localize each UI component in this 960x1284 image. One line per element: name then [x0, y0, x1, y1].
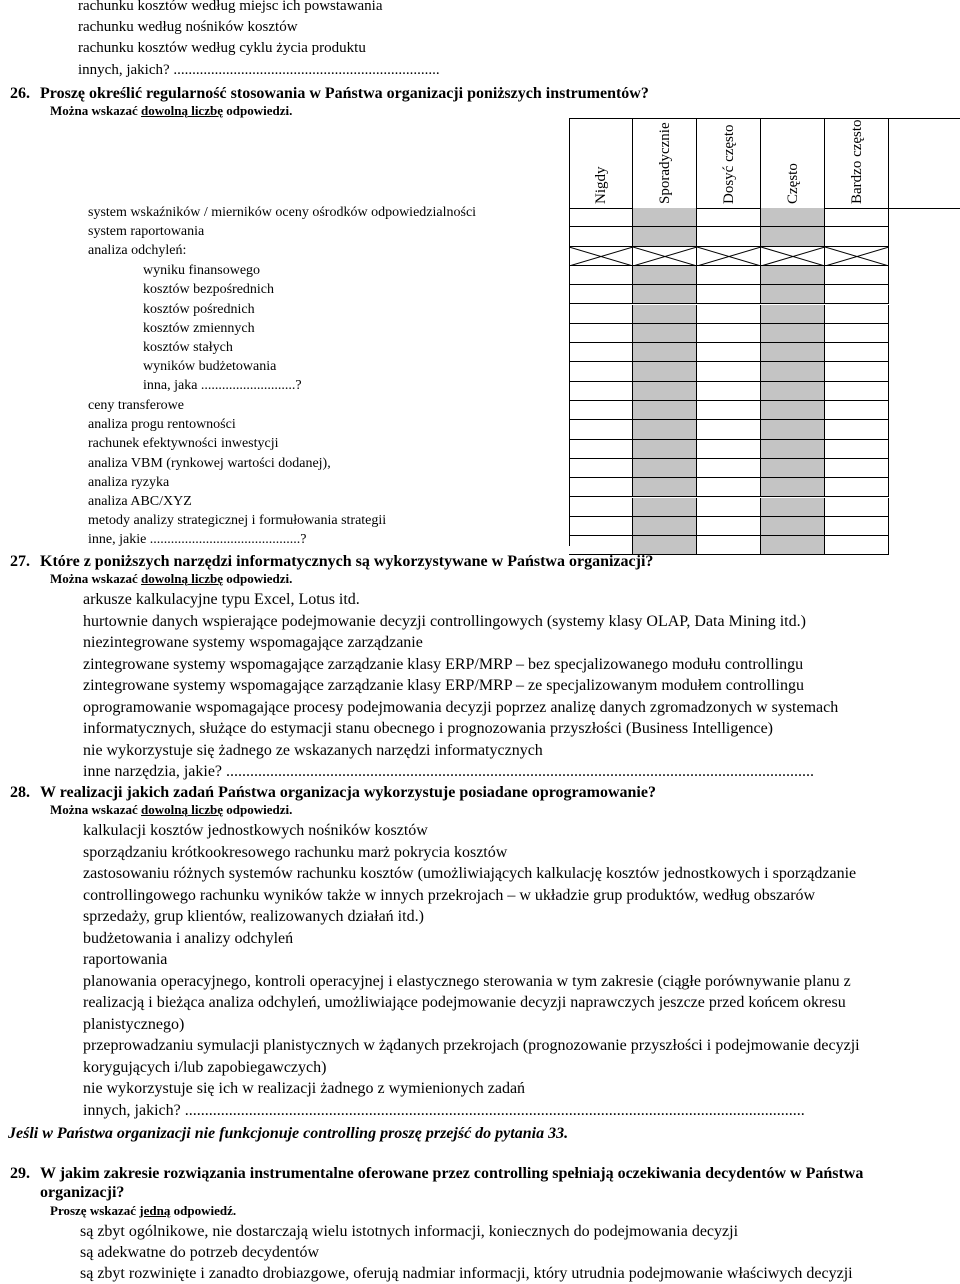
row-label: metody analizy strategicznej i formułowania strategii — [88, 513, 387, 528]
row-label: kosztów zmiennych — [143, 321, 255, 336]
row-label: system wskaźników / mierników oceny ośrodków odpowiedzialności — [88, 205, 477, 220]
rating-cell[interactable] — [633, 440, 697, 459]
row-label: system raportowania — [88, 224, 205, 239]
row-label: analiza ABC/XYZ — [88, 494, 192, 509]
question-number: 26. — [10, 85, 30, 102]
question-text: W jakim zakresie rozwiązania instrumentalne oferowane przez controlling spełniają oczekiwania decydentów w Państwa — [40, 1165, 864, 1182]
rating-cell[interactable] — [825, 459, 889, 478]
rating-cell[interactable] — [761, 517, 825, 536]
question-text: Które z poniższych narzędzi informatycznych są wykorzystywane w Państwa organizacji? — [40, 553, 654, 570]
rating-cell[interactable] — [569, 478, 633, 497]
rating-cell[interactable] — [825, 536, 889, 555]
rating-cell[interactable] — [569, 362, 633, 381]
rating-cell[interactable] — [633, 305, 697, 324]
answer-hint: Można wskazać dowolną liczbę odpowiedzi. — [50, 103, 293, 118]
option[interactable]: arkusze kalkulacyjne typu Excel, Lotus itd. — [83, 591, 360, 608]
list-item[interactable]: innych, jakich? ....................................................................... — [78, 62, 440, 78]
option[interactable]: zintegrowane systemy wspomagające zarządzanie klasy ERP/MRP – bez specjalizowanego modułu controllingu — [83, 656, 804, 673]
rating-cell — [761, 247, 825, 266]
rating-cell[interactable] — [697, 208, 761, 227]
rating-cell[interactable] — [569, 266, 633, 285]
option[interactable]: niezintegrowane systemy wspomagające zarządzanie — [83, 634, 423, 651]
option[interactable]: są zbyt rozwinięte i zanadto drobiazgowe, oferują nadmiar informacji, który utrudnia podejmowanie właściwych decyzji — [80, 1265, 853, 1282]
question-text: Proszę określić regularność stosowania w Państwa organizacji poniższych instrumentów? — [40, 85, 649, 102]
option[interactable]: nie wykorzystuje się ich w realizacji żadnego z wymienionych zadań — [83, 1080, 526, 1097]
question-text: W realizacji jakich zadań Państwa organizacja wykorzystuje posiadane oprogramowanie? — [40, 784, 656, 801]
rating-cell[interactable] — [825, 517, 889, 536]
rating-cell[interactable] — [761, 343, 825, 362]
rating-cell[interactable] — [697, 478, 761, 497]
rating-cell[interactable] — [697, 285, 761, 304]
rating-cell[interactable] — [633, 343, 697, 362]
rating-cell[interactable] — [761, 362, 825, 381]
row-label: ceny transferowe — [88, 398, 185, 413]
rating-cell[interactable] — [697, 266, 761, 285]
list-item[interactable]: rachunku według nośników kosztów — [78, 19, 298, 35]
rating-cell[interactable] — [633, 498, 697, 517]
rating-cell[interactable] — [761, 459, 825, 478]
rating-cell — [825, 247, 889, 266]
rating-cell[interactable] — [633, 227, 697, 246]
row-label: rachunek efektywności inwestycji — [88, 436, 279, 451]
rating-cell[interactable] — [569, 420, 633, 439]
rating-cell[interactable] — [697, 536, 761, 555]
skip-instruction: Jeśli w Państwa organizacji nie funkcjonuje controlling proszę przejść do pytania 33. — [8, 1125, 569, 1142]
option[interactable]: przeprowadzaniu symulacji planistycznych w żądanych przekrojach (prognozowanie przyszłości i podejmowanie decyzji — [83, 1037, 860, 1054]
option-continuation: controllingowego rachunku wyników także w innych przekrojach – w układzie grup produktów, według obszarów — [83, 887, 816, 904]
row-label: analiza ryzyka — [88, 475, 170, 490]
rating-cell[interactable] — [825, 305, 889, 324]
column-header: Dosyć często — [697, 118, 761, 208]
row-label: wyniku finansowego — [143, 263, 261, 278]
row-label: analiza progu rentowności — [88, 417, 236, 432]
rating-cell[interactable] — [697, 362, 761, 381]
rating-cell[interactable] — [761, 382, 825, 401]
question-number: 27. — [10, 553, 30, 570]
rating-cell[interactable] — [569, 324, 633, 343]
rating-cell[interactable] — [825, 401, 889, 420]
rating-cell[interactable] — [697, 440, 761, 459]
option[interactable]: raportowania — [83, 951, 168, 968]
rating-cell[interactable] — [569, 440, 633, 459]
rating-cell[interactable] — [825, 208, 889, 227]
rating-cell[interactable] — [697, 324, 761, 343]
rating-cell[interactable] — [825, 343, 889, 362]
rating-cell[interactable] — [761, 305, 825, 324]
rating-cell[interactable] — [825, 227, 889, 246]
rating-cell[interactable] — [825, 324, 889, 343]
option[interactable]: zastosowaniu różnych systemów rachunku kosztów (umożliwiających kalkulację kosztów jednostkowych i sporządzanie — [83, 865, 857, 882]
rating-cell[interactable] — [697, 517, 761, 536]
rating-cell[interactable] — [761, 208, 825, 227]
row-label: analiza VBM (rynkowej wartości dodanej), — [88, 456, 331, 471]
row-label: wyników budżetowania — [143, 359, 277, 374]
rating-cell[interactable] — [569, 459, 633, 478]
answer-hint: Można wskazać dowolną liczbę odpowiedzi. — [50, 571, 293, 586]
option[interactable]: nie wykorzystuje się żadnego ze wskazanych narzędzi informatycznych — [83, 742, 543, 759]
option-continuation: planistycznego) — [83, 1016, 185, 1033]
rating-cell[interactable] — [761, 478, 825, 497]
row-label: kosztów pośrednich — [143, 302, 255, 317]
option-continuation: sprzedaży, grup klientów, realizowanych działań itd.) — [83, 908, 424, 925]
rating-cell[interactable] — [633, 208, 697, 227]
rating-cell[interactable] — [761, 420, 825, 439]
rating-cell[interactable] — [697, 343, 761, 362]
row-label: kosztów stałych — [143, 340, 233, 355]
rating-cell[interactable] — [633, 459, 697, 478]
rating-cell[interactable] — [761, 266, 825, 285]
rating-cell[interactable] — [697, 420, 761, 439]
rating-cell[interactable] — [569, 227, 633, 246]
rating-cell[interactable] — [761, 227, 825, 246]
column-header: Bardzo często — [825, 118, 889, 208]
rating-cell[interactable] — [761, 285, 825, 304]
rating-cell[interactable] — [761, 401, 825, 420]
answer-hint: Można wskazać dowolną liczbę odpowiedzi. — [50, 802, 293, 817]
rating-cell[interactable] — [569, 343, 633, 362]
list-item[interactable]: rachunku kosztów według miejsc ich powstawania — [78, 0, 383, 14]
rating-cell[interactable] — [633, 285, 697, 304]
rating-cell[interactable] — [569, 305, 633, 324]
option[interactable]: oprogramowanie wspomagające procesy podejmowania decyzji poprzez analizę danych zgromadzonych w systemach — [83, 699, 839, 716]
question-number: 28. — [10, 784, 30, 801]
option[interactable]: budżetowania i analizy odchyleń — [83, 930, 294, 947]
rating-cell[interactable] — [697, 498, 761, 517]
rating-cell[interactable] — [697, 305, 761, 324]
row-label: kosztów bezpośrednich — [143, 282, 275, 297]
row-label: inna, jaka ...........................? — [143, 378, 302, 393]
option-continuation: korygujących i/lub zapobiegawczych) — [83, 1059, 327, 1076]
rating-cell[interactable] — [633, 324, 697, 343]
rating-cell — [697, 247, 761, 266]
column-header: Nigdy — [569, 118, 633, 208]
rating-cell[interactable] — [633, 420, 697, 439]
question-number: 29. — [10, 1165, 30, 1182]
row-label: inne, jakie ...........................................? — [88, 532, 307, 547]
rating-grid — [569, 118, 960, 546]
rating-cell[interactable] — [569, 208, 633, 227]
option[interactable]: inne narzędzia, jakie? ................................................................................................................................................... — [83, 763, 815, 780]
question-text-continuation: organizacji? — [40, 1184, 125, 1201]
rating-cell[interactable] — [825, 382, 889, 401]
rating-cell[interactable] — [761, 536, 825, 555]
rating-cell[interactable] — [569, 285, 633, 304]
rating-cell[interactable] — [569, 401, 633, 420]
rating-cell[interactable] — [633, 478, 697, 497]
rating-cell[interactable] — [761, 324, 825, 343]
list-item[interactable]: rachunku kosztów według cyklu życia produktu — [78, 40, 366, 56]
option[interactable]: zintegrowane systemy wspomagające zarządzanie klasy ERP/MRP – ze specjalizowanym modułem controllingu — [83, 677, 804, 694]
rating-cell[interactable] — [825, 498, 889, 517]
option[interactable]: innych, jakich? ........................................................................................................................................................... — [83, 1102, 805, 1119]
rating-cell[interactable] — [761, 498, 825, 517]
option[interactable]: hurtownie danych wspierające podejmowanie decyzji controllingowych (systemy klasy OLAP, Data Mining itd.) — [83, 613, 806, 630]
rating-cell[interactable] — [633, 382, 697, 401]
option[interactable]: są zbyt ogólnikowe, nie dostarczają wielu istotnych informacji, koniecznych do podejmowania decyzji — [80, 1223, 739, 1240]
rating-cell — [633, 247, 697, 266]
rating-cell[interactable] — [697, 459, 761, 478]
option[interactable]: planowania operacyjnego, kontroli operacyjnej i elastycznego sterowania w tym zakresie (ciągłe porównywanie planu z — [83, 973, 851, 990]
column-header: Sporadycznie — [633, 118, 697, 208]
rating-cell[interactable] — [633, 517, 697, 536]
rating-cell[interactable] — [825, 266, 889, 285]
option-continuation: informatycznych, służące do estymacji stanu obecnego i prognozowania przyszłości (Business Intelligence) — [83, 720, 773, 737]
rating-cell[interactable] — [697, 401, 761, 420]
rating-cell[interactable] — [697, 382, 761, 401]
rating-cell[interactable] — [569, 517, 633, 536]
rating-cell[interactable] — [633, 362, 697, 381]
option[interactable]: sporządzaniu krótkookresowego rachunku marż pokrycia kosztów — [83, 844, 508, 861]
option-continuation: realizacją i bieżąca analiza odchyleń, umożliwiające podejmowanie decyzji naprawczych jeszcze przed końcem okresu — [83, 994, 846, 1011]
rating-cell[interactable] — [825, 285, 889, 304]
column-header: Często — [761, 118, 825, 208]
option[interactable]: są adekwatne do potrzeb decydentów — [80, 1244, 320, 1261]
rating-cell — [569, 247, 633, 266]
rating-cell[interactable] — [569, 382, 633, 401]
rating-cell[interactable] — [633, 266, 697, 285]
rating-cell[interactable] — [825, 362, 889, 381]
rating-cell[interactable] — [825, 478, 889, 497]
rating-cell[interactable] — [825, 440, 889, 459]
row-label: analiza odchyleń: — [88, 243, 187, 258]
rating-cell[interactable] — [697, 227, 761, 246]
rating-cell[interactable] — [825, 420, 889, 439]
rating-cell[interactable] — [761, 440, 825, 459]
option[interactable]: kalkulacji kosztów jednostkowych nośników kosztów — [83, 822, 428, 839]
rating-cell[interactable] — [633, 401, 697, 420]
rating-cell[interactable] — [569, 498, 633, 517]
answer-hint: Proszę wskazać jedną odpowiedź. — [50, 1203, 237, 1218]
